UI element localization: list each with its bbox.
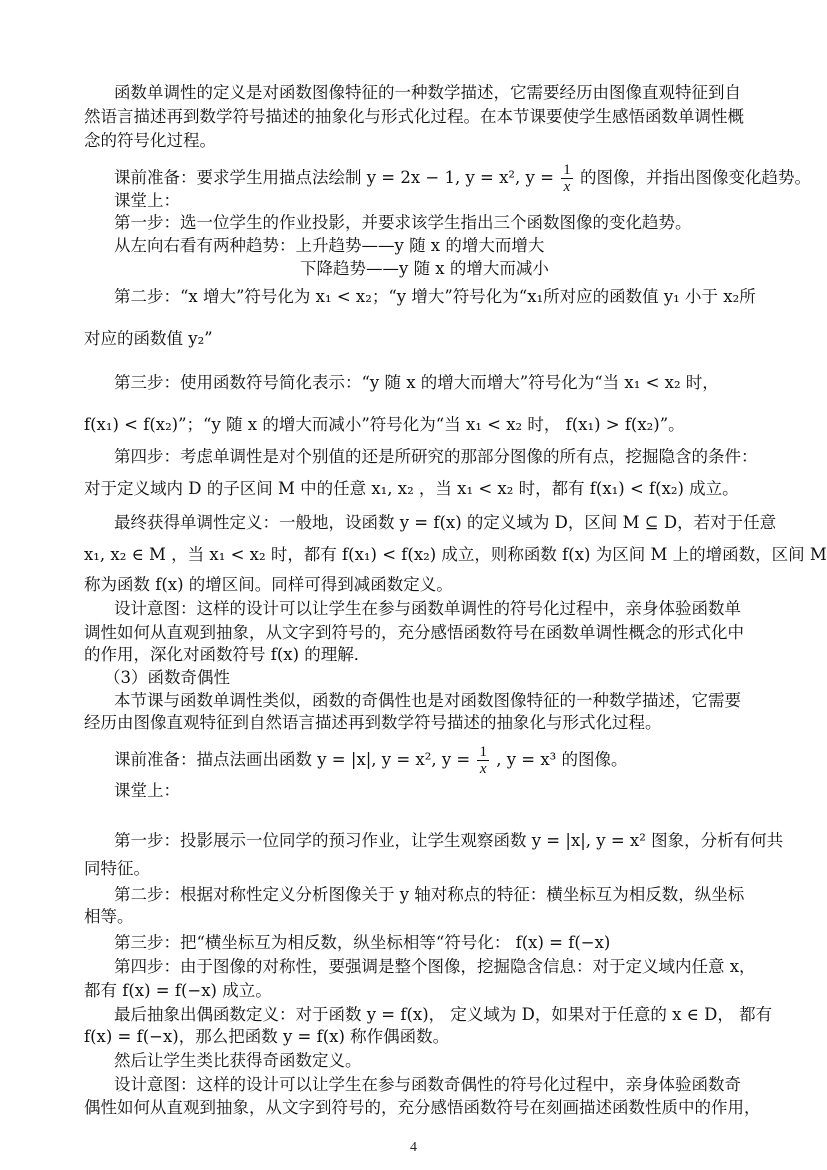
paragraph-line: 偶性如何从直观到抽象，从文字到符号的，充分感悟函数符号在刻画描述函数性质中的作用， (84, 1098, 761, 1117)
paragraph-line: 本节课与函数单调性类似，函数的奇偶性也是对函数图像特征的一种数学描述，它需要 (114, 691, 741, 710)
paragraph-line: 第三步：把“横坐标互为相反数，纵坐标相等“符号化： f(x) = f(−x) (114, 933, 611, 952)
paragraph-line: 念的符号化过程。 (84, 131, 216, 150)
paragraph-line: 然后让学生类比获得奇函数定义。 (114, 1051, 362, 1070)
line-text: 的图像，并指出图像变化趋势。 (579, 168, 811, 187)
paragraph-line: 第二步：“x 增大”符号化为 x₁ < x₂；“y 增大”符号化为“x₁所对应的函数值 y₁ 小于 x₂所 (114, 287, 756, 306)
paragraph-line: 第一步：投影展示一位同学的预习作业，让学生观察函数 y = |x|, y = x² 图象，分析有何共 (114, 831, 784, 850)
paragraph-line: 然语言描述再到数学符号描述的抽象化与形式化过程。在本节课要使学生感悟函数单调性概 (84, 107, 744, 126)
paragraph-line: 同特征。 (84, 859, 150, 878)
line-text: , y = x³ 的图像。 (496, 750, 628, 769)
paragraph-line: 课堂上： (114, 781, 180, 800)
paragraph-line: 第二步：根据对称性定义分析图像关于 y 轴对称点的特征：横坐标互为相反数，纵坐标 (114, 885, 745, 904)
paragraph-line: 对应的函数值 y₂” (84, 329, 213, 348)
paragraph-line: 第四步：由于图像的对称性，要强调是整个图像，挖掘隐含信息：对于定义域内任意 x， (114, 957, 756, 976)
paragraph-line: x₁, x₂ ∈ M ，当 x₁ < x₂ 时，都有 f(x₁) < f(x₂) 成立，则称函数 f(x) 为区间 M 上的增函数，区间 M (84, 545, 827, 564)
section-heading: （3）函数奇偶性 (104, 668, 230, 687)
paragraph-line: 第四步：考虑单调性是对个别值的还是所研究的那部分图像的所有点，挖掘隐含的条件： (114, 447, 758, 466)
paragraph-line: 设计意图：这样的设计可以让学生在参与函数单调性的符号化过程中，亲身体验函数单 (114, 599, 741, 618)
paragraph-line: 都有 f(x) = f(−x) 成立。 (84, 981, 272, 1000)
paragraph-line: 调性如何从直观到抽象，从文字到符号的，充分感悟函数符号在函数单调性概念的形式化中 (84, 623, 744, 642)
page-number: 4 (410, 1140, 417, 1155)
formula-line (114, 744, 752, 777)
paragraph-line: 设计意图：这样的设计可以让学生在参与函数奇偶性的符号化过程中，亲身体验函数奇 (114, 1075, 741, 1094)
paragraph-line: 最终获得单调性定义：一般地，设函数 y = f(x) 的定义域为 D，区间 M ⊆ D，若对于任意 (114, 513, 777, 532)
line-text: 课前准备：描点法画出函数 y = |x|, y = x², y = (114, 750, 471, 769)
paragraph-line: 第三步：使用函数符号简化表示：“y 随 x 的增大而增大”符号化为“当 x₁ < x₂ 时， (114, 373, 719, 392)
fraction-one-over-x: $\frac{1}{x}$ (479, 744, 487, 777)
line-text: 课前准备：要求学生用描点法绘制 y = 2x − 1, y = x², y = (114, 168, 554, 187)
paragraph-line: 课堂上： (114, 191, 180, 210)
paragraph-line: f(x₁) < f(x₂)”；“y 随 x 的增大而减小”符号化为“当 x₁ < x₂ 时， f(x₁) > f(x₂)”。 (84, 415, 685, 434)
paragraph-line: 相等。 (84, 907, 134, 926)
paragraph-line: 称为函数 f(x) 的增区间。同样可得到减函数定义。 (84, 575, 453, 594)
paragraph-line: 的作用，深化对函数符号 f(x) 的理解． (84, 645, 371, 664)
paragraph-line: 第一步：选一位学生的作业投影，并要求该学生指出三个函数图像的变化趋势。 (114, 213, 692, 232)
paragraph-line: 最后抽象出偶函数定义：对于函数 y = f(x)， 定义域为 D，如果对于任意的 x ∈ D， 都有 (114, 1005, 773, 1024)
paragraph-line: 经历由图像直观特征到自然语言描述再到数学符号描述的抽象化与形式化过程。 (84, 713, 662, 732)
paragraph-line: 对于定义域内 D 的子区间 M 中的任意 x₁, x₂ ，当 x₁ < x₂ 时，都有 f(x₁) < f(x₂) 成立。 (84, 479, 739, 498)
paragraph-line: 下降趋势——y 随 x 的增大而减小 (300, 259, 549, 278)
paragraph-line: f(x) = f(−x)，那么把函数 y = f(x) 称作偶函数。 (84, 1027, 450, 1046)
fraction-one-over-x: $\frac{1}{x}$ (563, 162, 571, 195)
paragraph-line: 从左向右看有两种趋势：上升趋势——y 随 x 的增大而增大 (114, 236, 545, 255)
paragraph-line: 函数单调性的定义是对函数图像特征的一种数学描述，它需要经历由图像直观特征到自 (114, 83, 741, 102)
